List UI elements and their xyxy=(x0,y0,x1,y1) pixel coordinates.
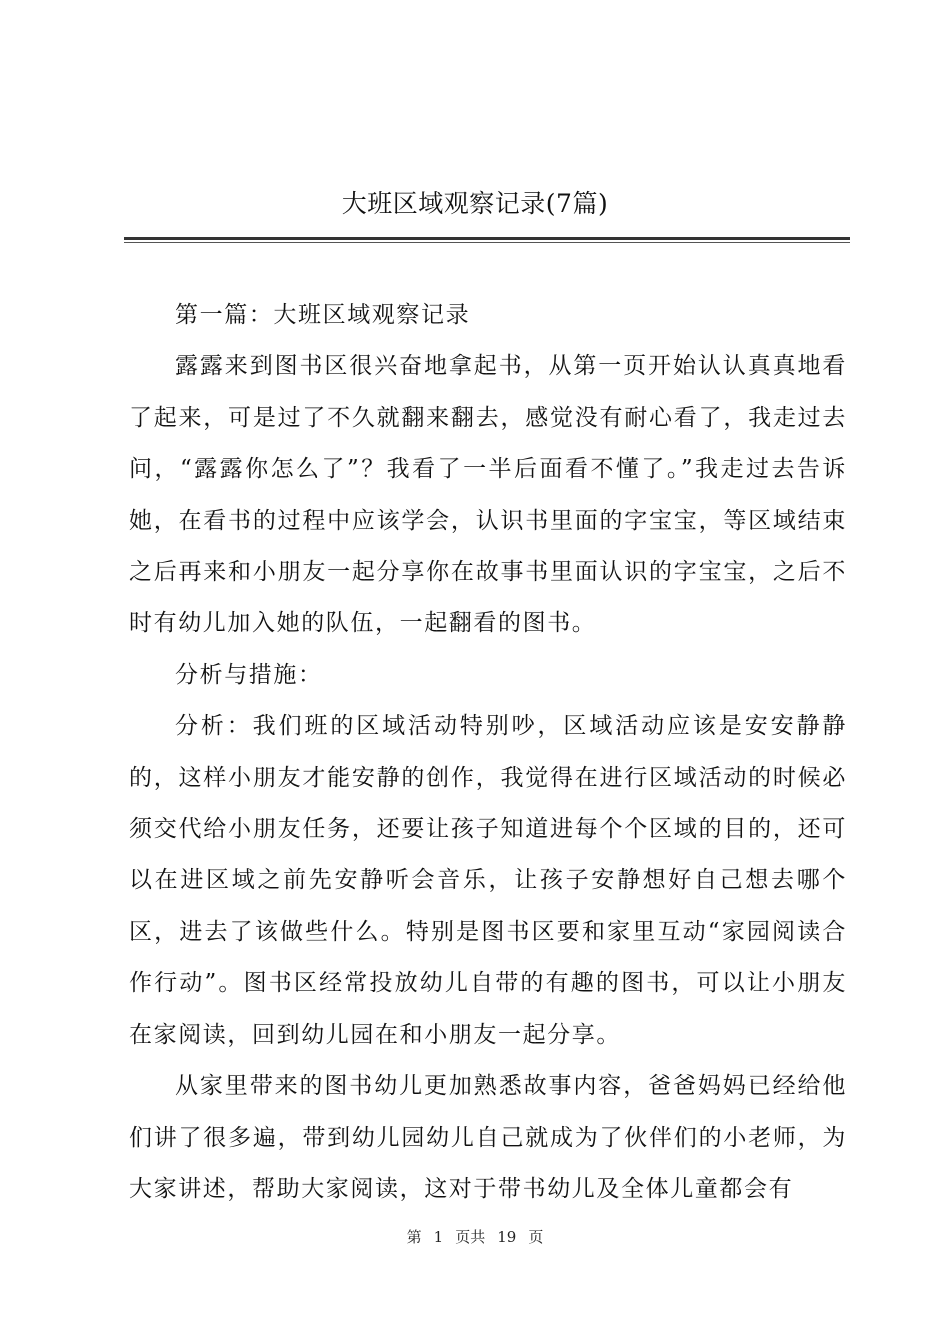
body-paragraph: 从家里带来的图书幼儿更加熟悉故事内容，爸爸妈妈已经给他们讲了很多遍，带到幼儿园幼儿自己就成为了伙伴们的小老师，为大家讲述，帮助大家阅读，这对于带书幼儿及全体儿童都会有 xyxy=(129,1073,847,1202)
title-divider-thick xyxy=(124,237,850,240)
footer-middle: 页共 xyxy=(455,1228,486,1246)
body-paragraph: 分析：我们班的区域活动特别吵，区域活动应该是安安静静的，这样小朋友才能安静的创作，我觉得在进行区域活动的时候必须交代给小朋友任务，还要让孩子知道进每个个区域的目的，还可以在进区域之前先安静听会音乐，让孩子安静想好自己想去哪个区，进去了该做些什么。特别是图书区要和家里互动“家园阅读合作行动”。图书区经常投放幼儿自带的有趣的图书，可以让小朋友在家阅读，回到幼儿园在和小朋友一起分享。 xyxy=(129,713,847,1048)
title-divider-thin xyxy=(124,242,850,243)
subsection-heading: 分析与措施： xyxy=(175,661,323,688)
footer-page-number: 1 xyxy=(433,1228,444,1246)
section-heading: 第一篇：大班区域观察记录 xyxy=(175,302,471,328)
body-paragraph: 露露来到图书区很兴奋地拿起书，从第一页开始认认真真地看了起来，可是过了不久就翻来翻去，感觉没有耐心看了，我走过去问，“露露你怎么了”？我看了一半后面看不懂了。”我走过去告诉她，在看书的过程中应该学会，认识书里面的字宝宝，等区域结束之后再来和小朋友一起分享你在故事书里面认识的字宝宝，之后不时有幼儿加入她的队伍，一起翻看的图书。 xyxy=(129,353,847,637)
footer-suffix: 页 xyxy=(528,1228,544,1246)
document-title: 大班区域观察记录(7篇) xyxy=(341,189,609,218)
document-body xyxy=(129,290,847,1215)
footer-total-pages: 19 xyxy=(497,1228,517,1246)
page-footer xyxy=(0,1226,950,1248)
footer-prefix: 第 xyxy=(406,1228,422,1246)
